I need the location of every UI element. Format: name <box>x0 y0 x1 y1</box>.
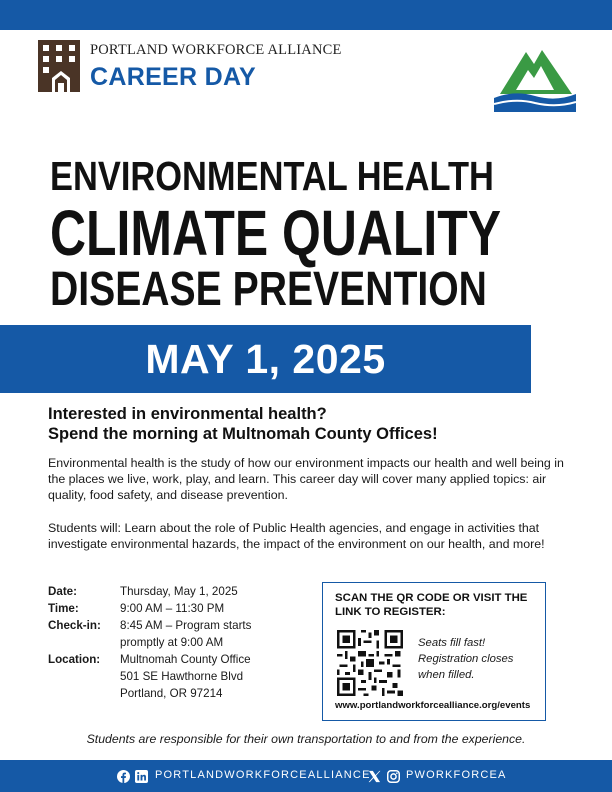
transportation-disclaimer: Students are responsible for their own transportation to and from the experience. <box>86 732 526 746</box>
registration-title: SCAN THE QR CODE OR VISIT THE LINK TO REGISTER: <box>335 592 528 618</box>
intro-heading <box>48 404 438 444</box>
headline-line-1: ENVIRONMENTAL HEALTH <box>50 153 494 199</box>
linkedin-icon[interactable] <box>135 770 148 783</box>
time-label: Time: <box>48 602 79 615</box>
registration-link[interactable]: www.portlandworkforcealliance.org/events <box>335 700 531 711</box>
detail-row-city <box>48 685 300 702</box>
detail-row-location <box>48 651 300 668</box>
date-value: Thursday, May 1, 2025 <box>120 585 238 598</box>
registration-note: Seats fill fast! Registration closes when filled. <box>418 637 514 681</box>
intro-line-2: Spend the morning at Multnomah County Offices! <box>48 425 438 443</box>
checkin-label: Check-in: <box>48 619 101 632</box>
event-date: MAY 1, 2025 <box>145 336 386 382</box>
detail-row-date <box>48 583 300 600</box>
date-label: Date: <box>48 585 77 598</box>
event-type: CAREER DAY <box>90 63 257 91</box>
social-handle-secondary[interactable]: PWORKFORCEA <box>406 769 507 781</box>
time-value: 9:00 AM – 11:30 PM <box>120 602 225 615</box>
event-details <box>48 583 300 702</box>
building-logo-icon <box>38 40 80 92</box>
location-value: Multnomah County Office <box>120 653 251 666</box>
facebook-icon[interactable] <box>117 770 130 783</box>
headline-line-3: DISEASE PREVENTION <box>50 263 487 316</box>
activities-paragraph: Students will: Learn about the role of Public Health agencies, and engage in activities that investigate environmental hazards, the impact of the environment on our health, and more! <box>48 521 545 551</box>
detail-row-time <box>48 600 300 617</box>
headline-line-2: CLIMATE QUALITY <box>50 197 502 269</box>
instagram-icon[interactable] <box>387 770 400 783</box>
checkin-value-cont: promptly at 9:00 AM <box>120 636 224 649</box>
top-bar <box>0 0 612 30</box>
mountain-logo-icon <box>494 42 576 112</box>
social-handle-primary[interactable]: PORTLANDWORKFORCEALLIANCE <box>155 769 371 781</box>
detail-row-address <box>48 668 300 685</box>
x-icon[interactable] <box>368 770 381 783</box>
intro-line-1: Interested in environmental health? <box>48 405 327 423</box>
organization-name: PORTLAND WORKFORCE ALLIANCE <box>90 42 342 58</box>
location-label: Location: <box>48 653 101 666</box>
description-paragraph: Environmental health is the study of how our environment impacts our health and well being in the places we live, work, play, and learn. This career day will cover many applied topics: air quality, food safety, and disease prevention. <box>48 456 564 502</box>
location-city: Portland, OR 97214 <box>120 687 223 700</box>
location-address: 501 SE Hawthorne Blvd <box>120 670 244 683</box>
detail-row-checkin <box>48 617 300 634</box>
registration-box <box>322 582 546 721</box>
checkin-value: 8:45 AM – Program starts <box>120 619 252 632</box>
detail-row-checkin-cont <box>48 634 300 651</box>
qr-code[interactable] <box>337 630 403 696</box>
